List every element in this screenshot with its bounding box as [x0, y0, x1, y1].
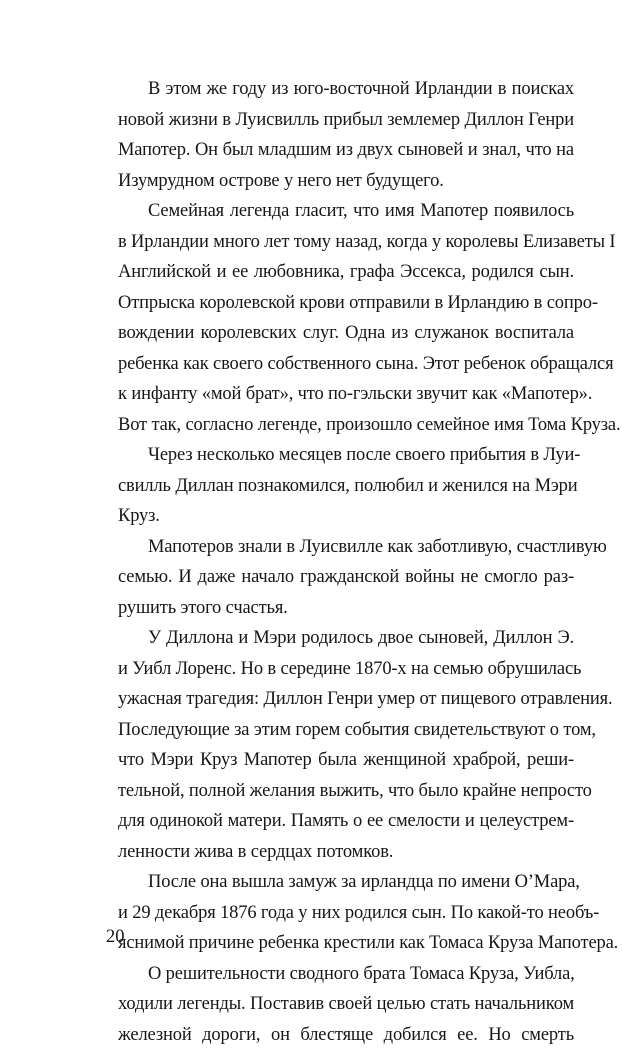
text-line: что Мэри Круз Мапотер была женщиной храброй, реши-	[118, 745, 574, 776]
text-line: в Ирландии много лет тому назад, когда у королевы Елизаветы I	[118, 227, 574, 258]
text-line: семью. И даже начало гражданской войны не смогло раз-	[118, 562, 574, 593]
text-line: Мапотеров знали в Луисвилле как заботливую, счастливую	[118, 532, 574, 563]
text-line: Через несколько месяцев после своего прибытия в Луи-	[118, 440, 574, 471]
text-line: ленности жива в сердцах потомков.	[118, 837, 574, 868]
text-line: тельной, полной желания выжить, что было крайне непросто	[118, 776, 574, 807]
text-line: ужасная трагедия: Диллон Генри умер от пищевого отравления.	[118, 684, 574, 715]
page-number: 20	[106, 927, 125, 948]
text-line: Отпрыска королевской крови отправили в Ирландию в сопро-	[118, 288, 574, 319]
text-line: яснимой причине ребенка крестили как Томаса Круза Мапотера.	[118, 928, 574, 959]
text-line: Круз.	[118, 501, 574, 532]
text-line: ребенка как своего собственного сына. Этот ребенок обращался	[118, 349, 574, 380]
text-line: Вот так, согласно легенде, произошло семейное имя Тома Круза.	[118, 410, 574, 441]
text-line: У Диллона и Мэри родилось двое сыновей, Диллон Э.	[118, 623, 574, 654]
text-line: Мапотер. Он был младшим из двух сыновей и знал, что на	[118, 135, 574, 166]
text-line: для одинокой матери. Память о ее смелости и целеустрем-	[118, 806, 574, 837]
body-text	[118, 74, 574, 1050]
text-line: После она вышла замуж за ирландца по имени О’Мара,	[118, 867, 574, 898]
text-line: рушить этого счастья.	[118, 593, 574, 624]
text-line: Последующие за этим горем события свидетельствуют о том,	[118, 715, 574, 746]
text-line: и 29 декабря 1876 года у них родился сын. По какой-то необъ-	[118, 898, 574, 929]
text-line: к инфанту «мой брат», что по-гэльски звучит как «Мапотер».	[118, 379, 574, 410]
text-line: вождении королевских слуг. Одна из служанок воспитала	[118, 318, 574, 349]
text-line: О решительности сводного брата Томаса Круза, Уибла,	[118, 959, 574, 990]
text-line: В этом же году из юго-восточной Ирландии в поисках	[118, 74, 574, 105]
text-line: Английской и ее любовника, графа Эссекса, родился сын.	[118, 257, 574, 288]
text-line: ходили легенды. Поставив своей целью стать начальником	[118, 989, 574, 1020]
text-line: железной дороги, он блестяще добился ее. Но смерть	[118, 1020, 574, 1050]
text-line: Изумрудном острове у него нет будущего.	[118, 166, 574, 197]
text-line: и Уибл Лоренс. Но в середине 1870-х на семью обрушилась	[118, 654, 574, 685]
text-line: новой жизни в Луисвилль прибыл землемер Диллон Генри	[118, 105, 574, 136]
text-line: Семейная легенда гласит, что имя Мапотер появилось	[118, 196, 574, 227]
text-line: свилль Диллан познакомился, полюбил и женился на Мэри	[118, 471, 574, 502]
